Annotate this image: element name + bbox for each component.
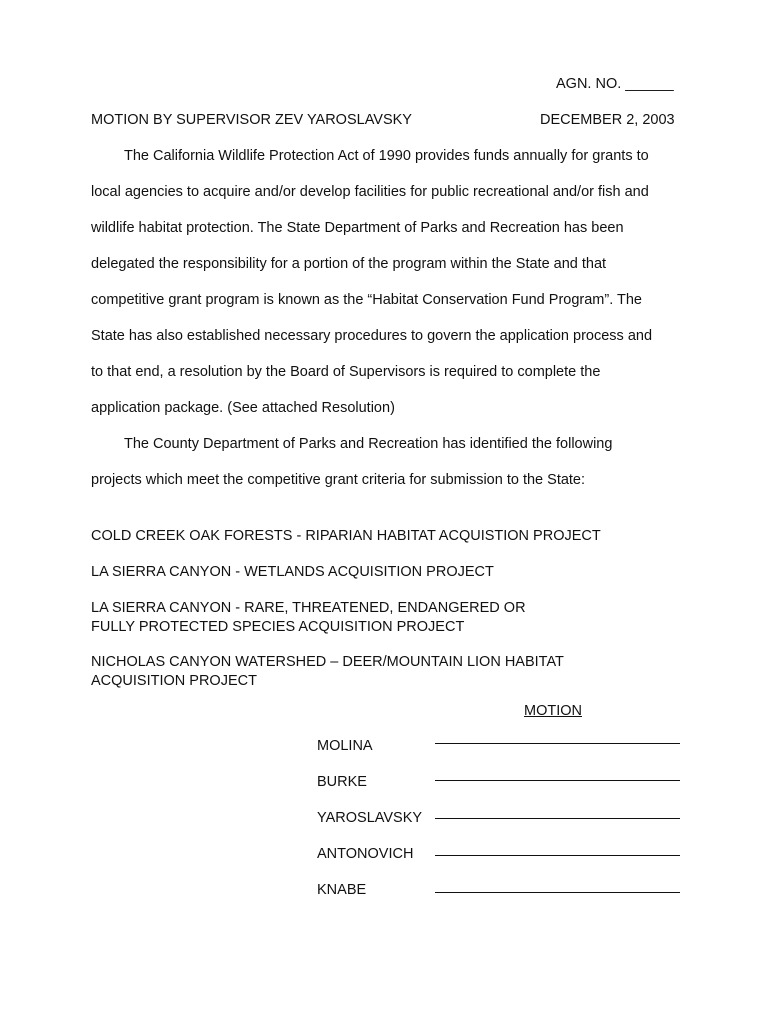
project-item (91, 527, 601, 546)
project-line: NICHOLAS CANYON WATERSHED – DEER/MOUNTAIN LION HABITAT (91, 654, 564, 670)
supervisor-name: BURKE (317, 774, 367, 790)
paragraph-1-line: local agencies to acquire and/or develop facilities for public recreational and/or fish and (91, 184, 649, 200)
paragraph-1-line: wildlife habitat protection. The State Department of Parks and Recreation has been (91, 220, 624, 236)
paragraph-2-line: The County Department of Parks and Recreation has identified the following (124, 436, 613, 452)
project-line: FULLY PROTECTED SPECIES ACQUISITION PROJECT (91, 619, 465, 635)
motion-by-heading: MOTION BY SUPERVISOR ZEV YAROSLAVSKY (91, 112, 412, 128)
paragraph-1-line: to that end, a resolution by the Board of Supervisors is required to complete the (91, 364, 601, 380)
vote-signature-line (435, 780, 680, 781)
paragraph-1-line: delegated the responsibility for a portion of the program within the State and that (91, 256, 607, 272)
project-line: ACQUISITION PROJECT (91, 673, 257, 689)
agenda-number: AGN. NO. ______ (556, 76, 674, 92)
supervisor-name: ANTONOVICH (317, 846, 414, 862)
project-item (91, 653, 564, 691)
motion-date: DECEMBER 2, 2003 (540, 112, 675, 128)
vote-signature-line (435, 855, 680, 856)
project-line: LA SIERRA CANYON - WETLANDS ACQUISITION PROJECT (91, 564, 494, 580)
project-line: COLD CREEK OAK FORESTS - RIPARIAN HABITAT ACQUISTION PROJECT (91, 528, 601, 544)
supervisor-name: MOLINA (317, 738, 373, 754)
paragraph-1-line: The California Wildlife Protection Act of 1990 provides funds annually for grants to (124, 148, 649, 164)
paragraph-2-line: projects which meet the competitive grant criteria for submission to the State: (91, 472, 586, 488)
supervisor-name: KNABE (317, 882, 367, 898)
vote-signature-line (435, 743, 680, 744)
supervisor-name: YAROSLAVSKY (317, 810, 423, 826)
paragraph-1-line: competitive grant program is known as the “Habitat Conservation Fund Program”. The (91, 292, 642, 308)
motion-column-label: MOTION (524, 703, 582, 719)
paragraph-1-line: State has also established necessary procedures to govern the application process and (91, 328, 653, 344)
project-line: LA SIERRA CANYON - RARE, THREATENED, ENDANGERED OR (91, 600, 526, 616)
project-item (91, 563, 494, 582)
vote-signature-line (435, 818, 680, 819)
project-item (91, 599, 526, 637)
vote-signature-line (435, 892, 680, 893)
paragraph-1-line: application package. (See attached Resolution) (91, 400, 395, 416)
